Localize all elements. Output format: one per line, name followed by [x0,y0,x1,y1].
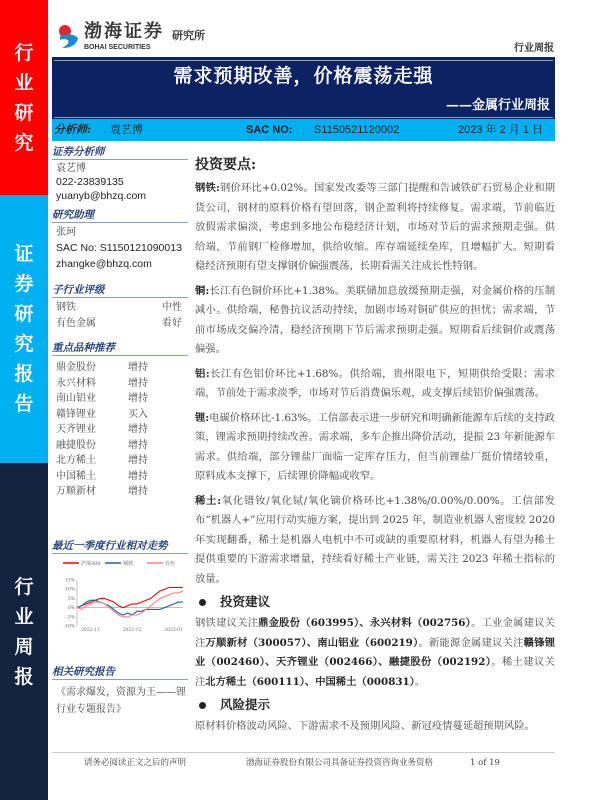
highlights-heading: 投资要点: [195,157,257,173]
y-tick-label: 0% [67,606,75,612]
analyst-heading: 证券分析师 [52,146,188,160]
related-heading: 相关研究报告 [52,666,188,680]
stock-name: 南山铝业 [56,393,96,404]
para-lithium [195,409,555,487]
recommended-stocks: 万顺新材（300057）、南山铝业（600219） [205,636,419,649]
sidebar-section-securities-report [0,195,48,463]
stock-rating: 增持 [128,393,148,404]
report-date: 2023 年 2 月 1 日 [458,124,543,136]
footer-disclaimer: 请务必阅读正文之后的声明 [84,758,187,768]
pick-row [56,408,186,424]
advice-text: 钢铁建议关注 [195,617,259,629]
stock-name: 永兴材料 [56,377,96,389]
recommended-stocks: 北方稀土（600111）、中国稀土（000831） [205,675,415,688]
y-tick-label: 15% [64,578,75,584]
y-tick-label: 10% [64,587,75,593]
sidebar-label: 行业研究 [14,41,34,154]
analyst-info-bar [52,119,555,141]
para-rare-earth [195,492,555,590]
legend-label: 沪深300 [81,561,101,567]
company-logo [58,22,218,54]
para-text: 氧化镨钕/氧化铽/氧化镝价格环比+1.38%/0.00%/0.00%。工信部发布“机器人+”应用行动实施方案，提出到 2025 年，制造业机器人密度较 2020 年实现翻番，稀土是机器人电机中不可或缺的重要原材料，机器人有望为稀土提供重要的下游需求增量，持续看好稀土产业链，需关注 2023 年稀土指标的放量。 [195,494,555,585]
series-line-0 [77,587,183,607]
pick-row [56,361,186,377]
y-tick-label: 5% [67,596,75,602]
stock-name: 鼎金股份 [56,362,96,373]
report-subtitle: ——金属行业周报 [445,98,550,113]
advice-heading-text: 投资建议 [220,594,271,609]
analyst-label: 分析师: [54,123,92,136]
stock-name: 中国稀土 [56,470,96,482]
analyst-email[interactable]: yuanyb@bhzq.com [56,190,147,202]
legend-label: 有色 [165,561,176,567]
report-title: 需求预期改善，价格震荡走强 [173,65,434,87]
stock-rating: 增持 [128,470,148,482]
recommended-stocks: 赣锋锂业（002460）、天齐锂业（002466）、融捷股份（002192） [195,636,556,668]
analyst-name: 袁艺博 [56,163,86,174]
sidebar-label: 证券研究报告 [14,243,34,415]
stock-name: 北方稀土 [56,455,96,466]
advice-heading [195,594,555,610]
pick-row [56,454,186,470]
rating-row [56,301,182,317]
series-line-2 [77,591,183,617]
para-copper [195,282,555,360]
stock-name: 天齐锂业 [56,424,96,435]
chart-heading: 最近一季度行业相对走势 [52,540,188,554]
sector-rating: 中性 [162,302,182,313]
para-text: 钢价环比+0.02%。国家发改委等三部门提醒和告诫铁矿石贸易企业和期货公司，钢材的原料价格有望回落，钢企盈利将持续修复。需求端，节前临近放假需求偏淡，考虑到多地公布稳经济计划，市场对节后的需求预期走强。供给端，节前钢厂检修增加，供给收缩。库存端延续垒库，且增幅扩大。短期看稳经济预期有望支撑钢价偏强震荡，长期看需关注成长性特钢。 [195,182,555,272]
para-text: 长江有色铝价环比+1.68%。供给端，贵州限电下，短期供给受限；需求端，节前处于需求淡季，市场对节后消费偏乐观，或支撑后续铝价偏强震荡。 [195,367,555,399]
para-label: 钢铁: [195,182,220,194]
pick-row [56,439,186,455]
pick-row [56,392,186,408]
recommended-stocks: 鼎金股份（603995）、永兴材料（002756） [258,617,472,629]
para-text: 电碳价格环比-1.63%。工信部表示进一步研究和明确新能源车后续的支持政策，锂需求预期持续改善。需求端，多车企推出降价活动，提振 23 年新能源车需求。供给端，部分锂盐厂面临一定库存压力，但当前锂盐厂挺价情绪较重，原料成本支撑下，后续锂价降幅或收窄。 [195,411,555,482]
stock-rating: 增持 [128,377,148,389]
picks-heading: 重点品种推荐 [52,342,188,356]
logo-mark-icon [58,24,80,50]
x-tick-label: 2023-01 [164,628,183,633]
risk-heading [195,697,555,713]
pick-row [56,470,186,486]
footer-qualification: 渤海证券股份有限公司具备证券投资咨询业务资格 [246,758,434,768]
legend-label: 钢铁 [123,561,134,567]
sidebar-section-weekly [0,463,48,800]
sac-number: S1150521120002 [314,124,400,136]
para-label: 铝: [195,367,210,380]
advice-text: 。稀土建议关注 [195,656,556,688]
y-tick-label: -10% [63,624,75,630]
bullet-icon [199,702,206,709]
assistant-heading: 研究助理 [52,209,188,223]
rating-list [56,301,182,333]
y-tick-label: -5% [66,615,75,621]
relative-performance-chart [55,558,190,633]
stock-rating: 增持 [128,455,148,466]
divider [54,60,553,61]
rating-heading: 子行业评级 [52,284,188,298]
logo-text-en: BOHAI SECURITIES [84,44,151,51]
risk-heading-text: 风险提示 [220,697,271,712]
report-type: 行业周报 [514,43,554,54]
sector-rating: 看好 [162,318,182,329]
x-tick-label: 2022-12 [122,628,142,633]
stock-rating: 增持 [128,439,148,451]
para-aluminum [195,365,555,404]
assistant-email[interactable]: zhangke@bhzq.com [56,258,152,270]
advice-text: 。新能源金属建议关注 [418,636,524,649]
picks-list [56,361,186,501]
stock-name: 融捷股份 [56,439,96,451]
advice-text: 。 [414,675,426,688]
stock-name: 万顺新材 [56,486,96,497]
analyst-name: 袁艺博 [110,123,143,136]
pick-row [56,377,186,393]
logo-text-cn: 渤海证券 [84,21,164,42]
page-number: 1 of 19 [470,758,500,768]
risk-paragraph: 原材料价格波动风险、下游需求不及预期风险、新冠疫情蔓延超预期风险。 [195,720,535,732]
analyst-phone: 022-23839135 [56,176,124,188]
institute-label: 研究所 [172,30,205,42]
advice-text: 。工业金属建议关注 [195,617,556,649]
para-label: 稀土: [195,494,222,507]
related-report-link[interactable]: 《需求爆发，资源为王——锂行业专题报告》 [56,687,186,715]
para-label: 铜: [195,284,210,297]
stock-rating: 增持 [128,486,148,497]
sector-name: 钢铁 [56,302,76,313]
para-label: 锂: [195,411,210,424]
x-tick-label: 2022-11 [81,628,100,633]
stock-name: 赣锋锂业 [56,408,96,420]
para-text: 长江有色铜价环比+1.38%。美联储加息放缓预期走强，对金属价格的压制减小。供给端，秘鲁抗议活动持续，加剧市场对铜矿供应的担忧；需求端，节前市场成交偏冷清，稳经济预期下节后需求预期走强。短期看后续铜价或震荡偏强。 [195,284,555,355]
sector-name: 有色金属 [56,318,96,329]
stock-rating: 增持 [128,424,148,435]
rating-row [56,317,182,333]
stock-rating: 增持 [128,362,148,373]
sac-label: SAC NO: [246,124,293,136]
sidebar-section-industry-research [0,0,48,195]
para-steel [195,179,555,277]
sidebar-label: 行业周报 [14,575,34,688]
bullet-icon [199,599,206,606]
assistant-sac: SAC No: S1150121090013 [56,242,182,254]
pick-row [56,485,186,501]
assistant-name: 张珂 [56,227,76,238]
footer-divider [52,752,555,753]
advice-paragraph [195,614,555,692]
stock-rating: 买入 [128,408,148,420]
investment-highlights [195,156,555,742]
divider [54,117,553,118]
pick-row [56,423,186,439]
